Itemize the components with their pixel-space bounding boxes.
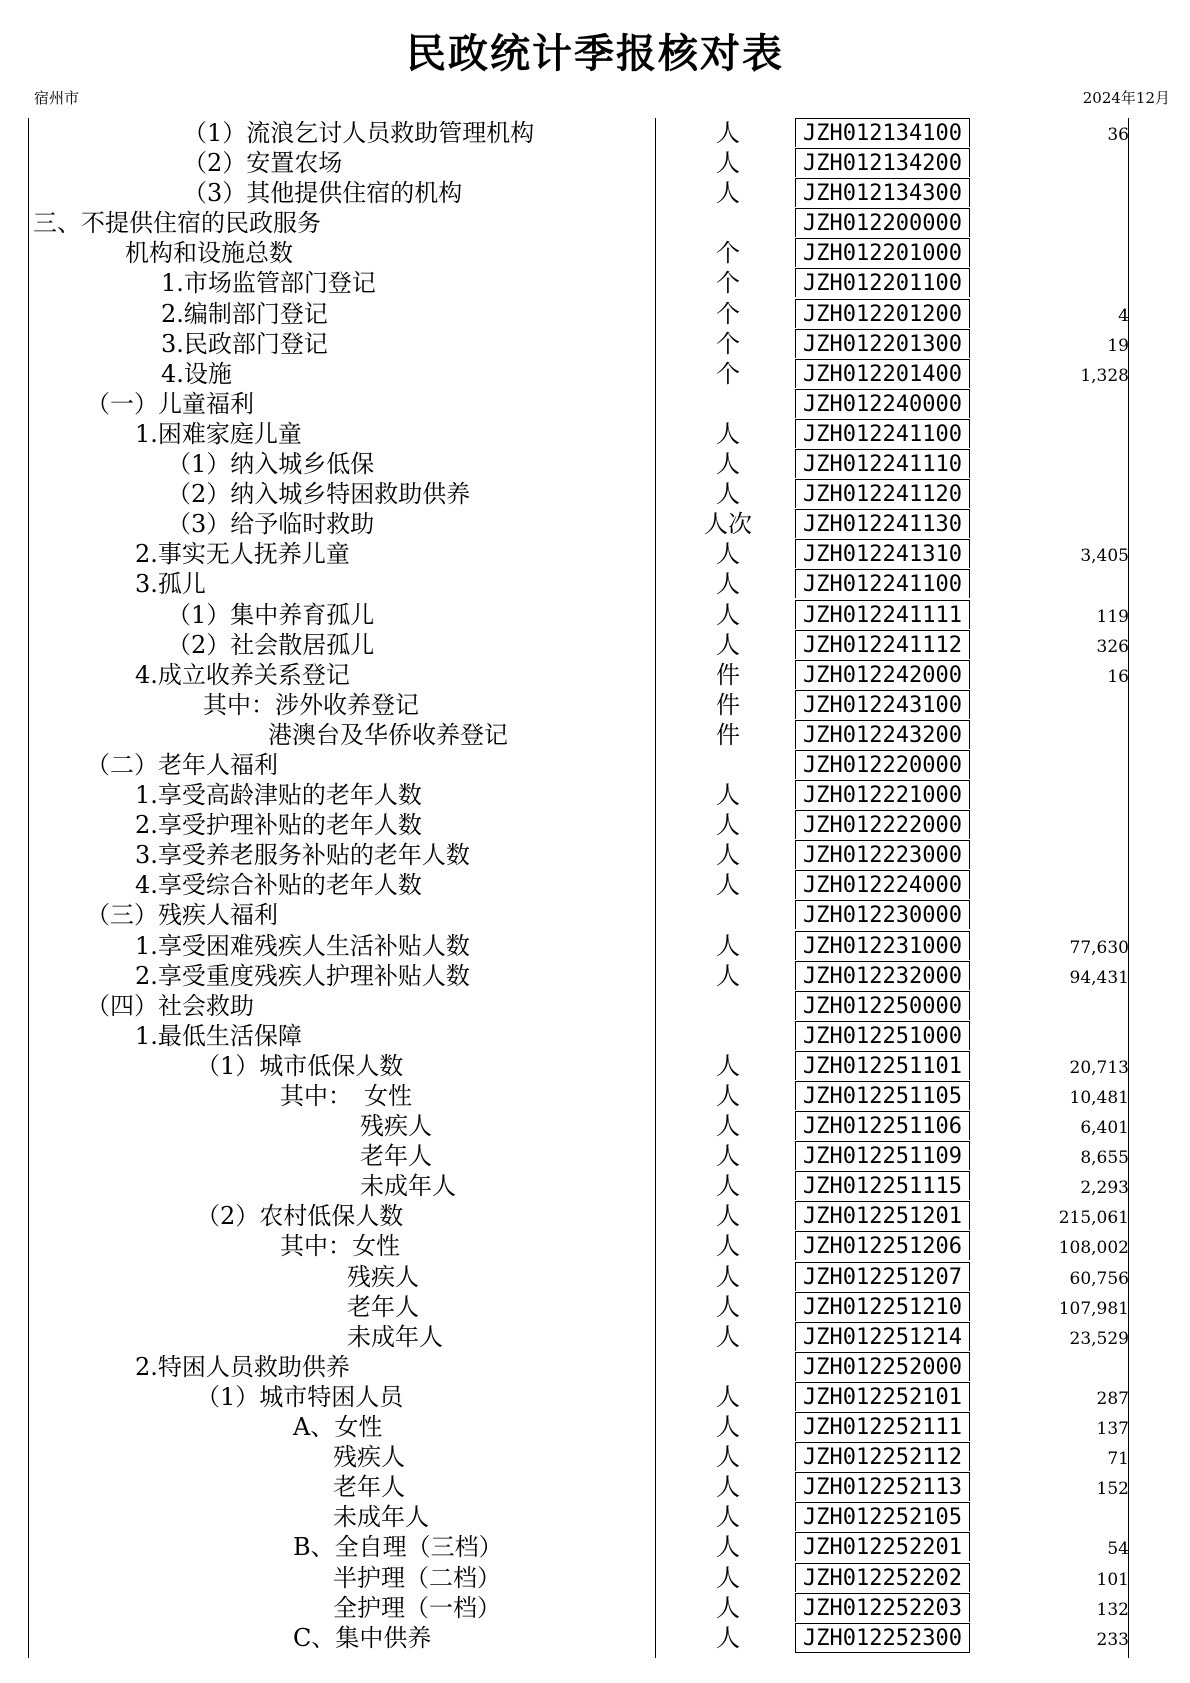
row-value: 60,756 bbox=[1069, 1268, 1129, 1289]
row-unit bbox=[693, 991, 763, 1021]
table-row bbox=[0, 840, 1190, 870]
row-value: 119 bbox=[1096, 606, 1129, 627]
row-label: 2.特困人员救助供养 bbox=[135, 1352, 350, 1381]
row-label: 2.事实无人抚养儿童 bbox=[135, 540, 350, 569]
table-row bbox=[0, 1442, 1190, 1472]
table-row bbox=[0, 991, 1190, 1021]
row-label: （二）老年人福利 bbox=[86, 750, 278, 779]
row-unit: 人 bbox=[716, 1142, 740, 1171]
row-label: 1.享受困难残疾人生活补贴人数 bbox=[135, 931, 470, 960]
row-label: C、集中供养 bbox=[293, 1623, 432, 1652]
row-unit: 人 bbox=[716, 841, 740, 870]
table-row bbox=[0, 389, 1190, 419]
table-row bbox=[0, 1201, 1190, 1231]
table-row bbox=[0, 359, 1190, 389]
row-unit bbox=[693, 1352, 763, 1382]
row-label: 1.困难家庭儿童 bbox=[135, 419, 302, 448]
table-row bbox=[0, 810, 1190, 840]
row-code: JZH012251207 bbox=[795, 1262, 970, 1291]
row-code: JZH012251106 bbox=[795, 1111, 970, 1140]
row-label: 其中： 女性 bbox=[280, 1082, 412, 1110]
row-value: 152 bbox=[1096, 1479, 1129, 1500]
table-row bbox=[0, 1412, 1190, 1442]
row-code: JZH012251201 bbox=[795, 1201, 970, 1230]
row-code: JZH012220000 bbox=[795, 750, 970, 779]
page-title: 民政统计季报核对表 bbox=[406, 31, 784, 77]
row-code: JZH012201400 bbox=[795, 359, 970, 388]
table-row bbox=[0, 1352, 1190, 1382]
table-row bbox=[0, 208, 1190, 238]
row-value: 215,061 bbox=[1058, 1208, 1129, 1229]
row-label: 4.成立收养关系登记 bbox=[135, 660, 350, 689]
table-row bbox=[0, 1081, 1190, 1111]
row-value: 326 bbox=[1096, 636, 1129, 657]
row-label: （三）残疾人福利 bbox=[86, 901, 278, 930]
row-unit: 人 bbox=[716, 871, 740, 900]
row-label: 4.设施 bbox=[161, 359, 232, 388]
row-code: JZH012251000 bbox=[795, 1021, 970, 1050]
row-label: 其中：涉外收养登记 bbox=[203, 690, 419, 719]
table-row bbox=[0, 600, 1190, 630]
row-value: 108,002 bbox=[1058, 1238, 1129, 1259]
row-label: （1）流浪乞讨人员救助管理机构 bbox=[183, 119, 535, 147]
row-unit: 人 bbox=[716, 450, 740, 479]
row-code: JZH012241130 bbox=[795, 509, 970, 538]
row-label: 其中：女性 bbox=[280, 1232, 400, 1261]
row-unit: 个 bbox=[716, 269, 740, 298]
row-label: 4.享受综合补贴的老年人数 bbox=[135, 871, 422, 900]
row-label: 未成年人 bbox=[360, 1172, 456, 1201]
row-label: 2.享受重度残疾人护理补贴人数 bbox=[135, 961, 470, 990]
row-code: JZH012252112 bbox=[795, 1442, 970, 1471]
table-row bbox=[0, 569, 1190, 599]
row-unit: 人 bbox=[716, 961, 740, 990]
row-label: 2.编制部门登记 bbox=[161, 299, 328, 328]
row-unit: 人 bbox=[716, 1322, 740, 1351]
row-code: JZH012240000 bbox=[795, 389, 970, 418]
table-row bbox=[0, 1502, 1190, 1532]
row-unit: 人 bbox=[716, 480, 740, 509]
row-unit: 人 bbox=[716, 1593, 740, 1622]
row-label: 残疾人 bbox=[360, 1112, 432, 1141]
table-row bbox=[0, 720, 1190, 750]
row-label: （1）城市特困人员 bbox=[196, 1382, 404, 1411]
row-unit: 人 bbox=[716, 419, 740, 448]
row-unit: 人 bbox=[716, 570, 740, 599]
row-value: 16 bbox=[1107, 666, 1129, 687]
row-unit: 人 bbox=[716, 540, 740, 569]
row-code: JZH012241310 bbox=[795, 539, 970, 568]
row-code: JZH012252000 bbox=[795, 1352, 970, 1381]
row-label: B、全自理（三档） bbox=[293, 1533, 503, 1562]
row-unit: 人 bbox=[716, 1413, 740, 1442]
row-value: 94,431 bbox=[1069, 967, 1129, 988]
table-row bbox=[0, 1593, 1190, 1623]
row-label: 未成年人 bbox=[347, 1322, 443, 1351]
row-value: 23,529 bbox=[1069, 1328, 1129, 1349]
row-unit bbox=[693, 208, 763, 238]
row-unit: 个 bbox=[716, 239, 740, 268]
region-label: 宿州市 bbox=[34, 89, 80, 107]
row-code: JZH012230000 bbox=[795, 900, 970, 929]
table-row bbox=[0, 660, 1190, 690]
row-label: 全护理（一档） bbox=[333, 1593, 501, 1622]
table-row bbox=[0, 870, 1190, 900]
row-code: JZH012134100 bbox=[795, 118, 970, 147]
table-row bbox=[0, 1021, 1190, 1051]
table-row bbox=[0, 1563, 1190, 1593]
row-code: JZH012241111 bbox=[795, 600, 970, 629]
row-unit: 人 bbox=[716, 1232, 740, 1261]
table-row bbox=[0, 118, 1190, 148]
row-value: 20,713 bbox=[1069, 1057, 1129, 1078]
row-label: A、女性 bbox=[293, 1413, 383, 1442]
row-unit: 件 bbox=[716, 660, 740, 689]
row-code: JZH012252105 bbox=[795, 1502, 970, 1531]
table-row bbox=[0, 238, 1190, 268]
row-label: （3）其他提供住宿的机构 bbox=[183, 179, 463, 208]
row-label: 老年人 bbox=[333, 1473, 405, 1502]
table-row bbox=[0, 1292, 1190, 1322]
row-code: JZH012251101 bbox=[795, 1051, 970, 1080]
row-code: JZH012201200 bbox=[795, 299, 970, 328]
row-code: JZH012251105 bbox=[795, 1081, 970, 1110]
row-label: （四）社会救助 bbox=[86, 991, 254, 1020]
row-unit: 人 bbox=[716, 1292, 740, 1321]
row-code: JZH012252201 bbox=[795, 1532, 970, 1561]
row-unit: 人 bbox=[716, 931, 740, 960]
row-code: JZH012201100 bbox=[795, 268, 970, 297]
table-row bbox=[0, 268, 1190, 298]
row-label: （2）社会散居孤儿 bbox=[167, 630, 375, 659]
row-unit: 个 bbox=[716, 359, 740, 388]
table-row bbox=[0, 1171, 1190, 1201]
row-code: JZH012251214 bbox=[795, 1322, 970, 1351]
table-row bbox=[0, 961, 1190, 991]
report-table bbox=[0, 118, 1190, 1653]
row-unit: 人 bbox=[716, 1443, 740, 1472]
table-row bbox=[0, 1141, 1190, 1171]
row-code: JZH012252203 bbox=[795, 1593, 970, 1622]
row-value: 54 bbox=[1107, 1539, 1129, 1560]
row-unit: 人 bbox=[716, 630, 740, 659]
row-value: 2,293 bbox=[1080, 1178, 1129, 1199]
row-unit: 人 bbox=[716, 811, 740, 840]
row-unit: 个 bbox=[716, 299, 740, 328]
row-label: 3.民政部门登记 bbox=[161, 329, 328, 358]
row-label: 3.孤儿 bbox=[135, 570, 206, 599]
row-unit: 人 bbox=[716, 149, 740, 178]
row-code: JZH012251210 bbox=[795, 1292, 970, 1321]
table-row bbox=[0, 1322, 1190, 1352]
row-value: 19 bbox=[1107, 335, 1129, 356]
row-unit: 人 bbox=[716, 1503, 740, 1532]
row-code: JZH012242000 bbox=[795, 660, 970, 689]
row-code: JZH012232000 bbox=[795, 961, 970, 990]
row-unit: 人 bbox=[716, 1112, 740, 1141]
table-row bbox=[0, 931, 1190, 961]
row-code: JZH012252300 bbox=[795, 1623, 970, 1653]
row-code: JZH012252111 bbox=[795, 1412, 970, 1441]
row-label: （1）城市低保人数 bbox=[196, 1051, 404, 1080]
row-unit: 个 bbox=[716, 329, 740, 358]
row-label: 2.享受护理补贴的老年人数 bbox=[135, 811, 422, 840]
row-label: 1.市场监管部门登记 bbox=[161, 269, 376, 298]
row-label: 残疾人 bbox=[333, 1443, 405, 1472]
row-label: （2）农村低保人数 bbox=[196, 1202, 404, 1231]
row-code: JZH012221000 bbox=[795, 780, 970, 809]
row-value: 71 bbox=[1107, 1449, 1129, 1470]
row-unit: 人 bbox=[716, 1623, 740, 1652]
row-value: 77,630 bbox=[1069, 937, 1129, 958]
row-label: 未成年人 bbox=[333, 1503, 429, 1532]
row-unit: 人 bbox=[716, 1563, 740, 1592]
table-row bbox=[0, 419, 1190, 449]
row-unit: 人 bbox=[716, 1533, 740, 1562]
row-unit: 人 bbox=[716, 1082, 740, 1110]
table-row bbox=[0, 1623, 1190, 1653]
table-row bbox=[0, 1532, 1190, 1562]
row-code: JZH012241100 bbox=[795, 569, 970, 598]
row-value: 233 bbox=[1096, 1629, 1129, 1650]
row-code: JZH012134200 bbox=[795, 148, 970, 177]
row-code: JZH012251115 bbox=[795, 1171, 970, 1200]
row-code: JZH012200000 bbox=[795, 208, 970, 237]
row-code: JZH012251109 bbox=[795, 1141, 970, 1170]
row-value: 6,401 bbox=[1080, 1118, 1129, 1139]
row-unit: 人 bbox=[716, 1202, 740, 1231]
row-value: 8,655 bbox=[1080, 1148, 1129, 1169]
row-unit: 人 bbox=[716, 1051, 740, 1080]
row-code: JZH012224000 bbox=[795, 870, 970, 899]
row-value: 137 bbox=[1096, 1419, 1129, 1440]
row-value: 10,481 bbox=[1069, 1088, 1129, 1108]
row-code: JZH012252202 bbox=[795, 1563, 970, 1592]
row-unit: 人次 bbox=[704, 510, 752, 539]
row-unit: 人 bbox=[716, 1172, 740, 1201]
row-code: JZH012201300 bbox=[795, 329, 970, 358]
row-unit: 人 bbox=[716, 1262, 740, 1291]
table-row bbox=[0, 509, 1190, 539]
row-code: JZH012241100 bbox=[795, 419, 970, 448]
row-unit: 人 bbox=[716, 1382, 740, 1411]
table-row bbox=[0, 479, 1190, 509]
row-unit bbox=[693, 389, 763, 419]
table-row bbox=[0, 1231, 1190, 1261]
row-value: 3,405 bbox=[1080, 546, 1129, 567]
table-row bbox=[0, 299, 1190, 329]
table-row bbox=[0, 1262, 1190, 1292]
row-unit: 件 bbox=[716, 720, 740, 749]
table-row bbox=[0, 900, 1190, 930]
row-value: 4 bbox=[1118, 305, 1129, 326]
row-label: （2）纳入城乡特困救助供养 bbox=[167, 480, 471, 509]
row-value: 107,981 bbox=[1058, 1298, 1129, 1319]
row-code: JZH012241110 bbox=[795, 449, 970, 478]
table-row bbox=[0, 148, 1190, 178]
row-label: 港澳台及华侨收养登记 bbox=[268, 720, 508, 749]
row-unit: 件 bbox=[716, 690, 740, 719]
table-row bbox=[0, 750, 1190, 780]
row-label: 半护理（二档） bbox=[333, 1563, 501, 1592]
row-code: JZH012243100 bbox=[795, 690, 970, 719]
table-row bbox=[0, 780, 1190, 810]
row-label: （1）纳入城乡低保 bbox=[167, 450, 375, 479]
table-row bbox=[0, 539, 1190, 569]
row-unit: 人 bbox=[716, 179, 740, 208]
row-value: 287 bbox=[1096, 1388, 1129, 1409]
row-value: 1,328 bbox=[1080, 365, 1129, 386]
row-value: 36 bbox=[1107, 125, 1129, 145]
table-row bbox=[0, 690, 1190, 720]
table-row bbox=[0, 630, 1190, 660]
row-unit: 人 bbox=[716, 119, 740, 147]
row-label: 3.享受养老服务补贴的老年人数 bbox=[135, 841, 470, 870]
row-label: 三、不提供住宿的民政服务 bbox=[33, 209, 321, 238]
row-unit: 人 bbox=[716, 781, 740, 810]
row-code: JZH012231000 bbox=[795, 931, 970, 960]
row-label: （2）安置农场 bbox=[183, 149, 343, 178]
table-row bbox=[0, 1051, 1190, 1081]
row-unit bbox=[693, 1021, 763, 1051]
row-label: （3）给予临时救助 bbox=[167, 510, 375, 539]
table-row bbox=[0, 1472, 1190, 1502]
row-unit bbox=[693, 900, 763, 930]
row-code: JZH012252113 bbox=[795, 1472, 970, 1501]
row-code: JZH012134300 bbox=[795, 178, 970, 207]
row-code: JZH012223000 bbox=[795, 840, 970, 869]
row-code: JZH012251206 bbox=[795, 1231, 970, 1260]
row-label: 1.享受高龄津贴的老年人数 bbox=[135, 781, 422, 810]
row-label: 1.最低生活保障 bbox=[135, 1021, 302, 1050]
row-code: JZH012241112 bbox=[795, 630, 970, 659]
row-label: （一）儿童福利 bbox=[86, 389, 254, 418]
row-label: 老年人 bbox=[360, 1142, 432, 1171]
row-code: JZH012222000 bbox=[795, 810, 970, 839]
row-code: JZH012241120 bbox=[795, 479, 970, 508]
row-label: 残疾人 bbox=[347, 1262, 419, 1291]
table-row bbox=[0, 178, 1190, 208]
row-label: 机构和设施总数 bbox=[125, 239, 293, 268]
row-code: JZH012252101 bbox=[795, 1382, 970, 1411]
row-label: 老年人 bbox=[347, 1292, 419, 1321]
report-period: 2024年12月 bbox=[1082, 89, 1170, 107]
table-row bbox=[0, 329, 1190, 359]
row-unit: 人 bbox=[716, 600, 740, 629]
table-row bbox=[0, 1111, 1190, 1141]
row-unit bbox=[693, 750, 763, 780]
row-label: （1）集中养育孤儿 bbox=[167, 600, 375, 629]
row-code: JZH012243200 bbox=[795, 720, 970, 749]
row-value: 101 bbox=[1096, 1569, 1129, 1590]
row-unit: 人 bbox=[716, 1473, 740, 1502]
table-row bbox=[0, 1382, 1190, 1412]
row-value: 132 bbox=[1096, 1599, 1129, 1620]
row-code: JZH012250000 bbox=[795, 991, 970, 1020]
row-code: JZH012201000 bbox=[795, 238, 970, 267]
table-row bbox=[0, 449, 1190, 479]
